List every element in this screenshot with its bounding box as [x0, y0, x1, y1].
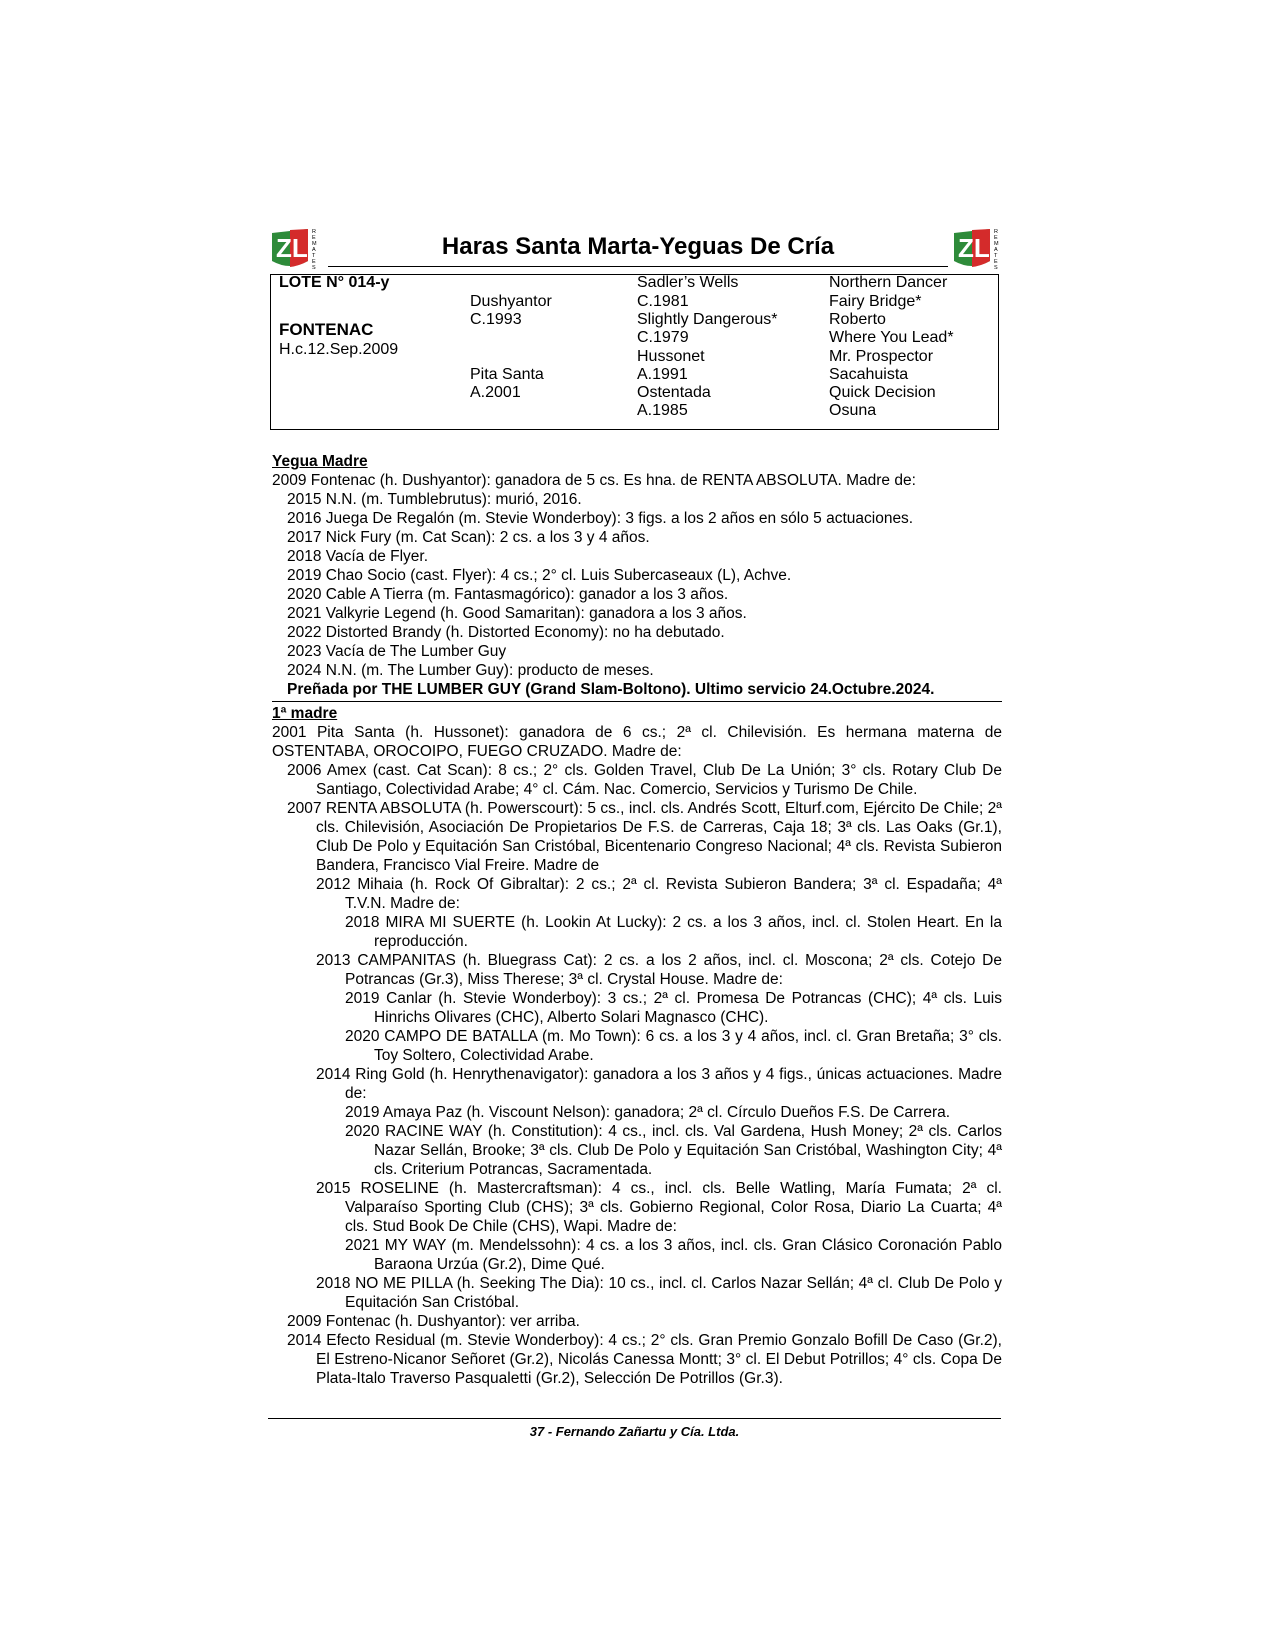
dam-name: Pita Santa — [470, 366, 544, 383]
produce-line: 2021 Valkyrie Legend (h. Good Samaritan): ganadora a los 3 años. — [287, 605, 747, 622]
pedigree-table — [270, 274, 999, 430]
svg-text:E: E — [312, 235, 316, 241]
grandsire-1: Sadler’s Wells — [637, 274, 739, 291]
page-title: Haras Santa Marta-Yeguas De Cría — [441, 233, 835, 260]
produce-entry: 2018 MIRA MI SUERTE (h. Lookin At Lucky): 2 cs. a los 3 años, incl. cl. Stolen Heart. En la reproducción. — [345, 914, 1002, 950]
grandsire-2-info: A.1991 — [637, 366, 688, 383]
ggs-2: Fairy Bridge* — [829, 293, 922, 310]
pregnancy-line: Preñada por THE LUMBER GUY (Grand Slam-Boltono). Ultimo servicio 24.Octubre.2024. — [287, 681, 935, 698]
svg-text:A: A — [994, 247, 998, 253]
ggs-4: Where You Lead* — [829, 329, 954, 346]
svg-text:ZL: ZL — [958, 233, 990, 263]
svg-text:S: S — [994, 265, 998, 271]
svg-text:T: T — [994, 253, 998, 259]
zl-logo-right — [950, 225, 1006, 273]
sire-info: C.1993 — [470, 311, 522, 328]
yegua-madre-intro: 2009 Fontenac (h. Dushyantor): ganadora de 5 cs. Es hna. de RENTA ABSOLUTA. Madre de: — [272, 472, 916, 489]
footer-rule — [268, 1418, 1001, 1419]
produce-entry: 2015 ROSELINE (h. Mastercraftsman): 4 cs., incl. cls. Belle Watling, María Fumata; 2ª cl. Valparaíso Sporting Club (CHS); 3ª cls. Gobierno Regional, Color Rosa, Diario La Cuarta; 4ª cls. Stud Book De Chile (CHS), Wapi. Madre de: — [316, 1180, 1002, 1235]
grandsire-2: Hussonet — [637, 348, 705, 365]
produce-entry: 2006 Amex (cast. Cat Scan): 8 cs.; 2° cls. Golden Travel, Club De La Unión; 3° cls. Rotary Club De Santiago, Colectividad Arabe; 4° cl. Cám. Nac. Comercio, Servicios y Turismo De Chile. — [287, 762, 1002, 798]
granddam-2: Ostentada — [637, 384, 711, 401]
produce-line: 2022 Distorted Brandy (h. Distorted Economy): no ha debutado. — [287, 624, 725, 641]
section-divider — [272, 701, 1002, 702]
title-rule — [328, 266, 948, 267]
horse-name: FONTENAC — [279, 320, 374, 339]
produce-entry: 2018 NO ME PILLA (h. Seeking The Dia): 10 cs., incl. cl. Carlos Nazar Sellán; 4ª cl. Club De Polo y Equitación San Cristóbal. — [316, 1275, 1002, 1311]
ggs-3: Roberto — [829, 311, 886, 328]
granddam-2-info: A.1985 — [637, 402, 688, 419]
svg-text:ZL: ZL — [276, 233, 308, 263]
ggs-8: Osuna — [829, 402, 877, 419]
svg-text:R: R — [994, 229, 998, 235]
catalog-body — [272, 452, 1002, 1388]
produce-entry: 2014 Efecto Residual (m. Stevie Wonderboy): 4 cs.; 2° cls. Gran Premio Gonzalo Bofill De Caso (Gr.2), El Estreno-Nicanor Señoret (Gr.2), Nicolás Canessa Montt; 3° cl. El Debut Potrillos; 4° cls. Copa De Plata-Italo Traverso Pasqualetti (Gr.2), Selección De Potrillos (Gr.3). — [287, 1332, 1002, 1387]
ggs-1: Northern Dancer — [829, 274, 948, 291]
primera-madre-paragraph: 2001 Pita Santa (h. Hussonet): ganadora de 6 cs.; 2ª cl. Chilevisión. Es hermana materna de OSTENTABA, OROCOIPO, FUEGO CRUZADO. Madre de: — [272, 724, 1002, 760]
produce-entry: 2019 Amaya Paz (h. Viscount Nelson): ganadora; 2ª cl. Círculo Dueños F.S. De Carrera. — [345, 1104, 951, 1121]
section-heading-yegua-madre: Yegua Madre — [272, 453, 368, 470]
svg-text:R: R — [312, 229, 316, 235]
page-footer: 37 - Fernando Zañartu y Cía. Ltda. — [529, 1424, 740, 1439]
produce-line: 2017 Nick Fury (m. Cat Scan): 2 cs. a los 3 y 4 años. — [287, 529, 650, 546]
produce-entry: 2007 RENTA ABSOLUTA (h. Powerscourt): 5 cs., incl. cls. Andrés Scott, Elturf.com, Ejército De Chile; 2ª cls. Chilevisión, Asociación De Propietarios De F.S. de Carreras, Caja 18; 3ª cls. Las Oaks (Gr.1), Club De Polo y Equitación San Cristóbal, Bicentenario Congreso Nacional; 4ª cls. Revista Subieron Bandera, Francisco Vial Freire. Madre de — [287, 800, 1002, 874]
produce-line: 2018 Vacía de Flyer. — [287, 548, 429, 565]
produce-entry: 2013 CAMPANITAS (h. Bluegrass Cat): 2 cs. a los 2 años, incl. cl. Moscona; 2ª cls. Cotejo De Potrancas (Gr.3), Miss Therese; 3ª cl. Crystal House. Madre de: — [316, 952, 1002, 988]
produce-line: 2019 Chao Socio (cast. Flyer): 4 cs.; 2° cl. Luis Subercaseaux (L), Achve. — [287, 567, 792, 584]
svg-text:T: T — [312, 253, 316, 259]
lot-number: LOTE N° 014-y — [279, 274, 390, 291]
produce-line: 2016 Juega De Regalón (m. Stevie Wonderboy): 3 figs. a los 2 años en sólo 5 actuaciones. — [287, 510, 914, 527]
granddam-1-info: C.1979 — [637, 329, 689, 346]
svg-text:M: M — [994, 241, 999, 247]
svg-text:M: M — [312, 241, 317, 247]
horse-info: H.c.12.Sep.2009 — [279, 341, 399, 358]
produce-line: 2024 N.N. (m. The Lumber Guy): producto de meses. — [287, 662, 654, 679]
svg-text:E: E — [994, 259, 998, 265]
svg-text:E: E — [994, 235, 998, 241]
produce-line: 2015 N.N. (m. Tumblebrutus): murió, 2016. — [287, 491, 582, 508]
svg-text:S: S — [312, 265, 316, 271]
granddam-1: Slightly Dangerous* — [637, 311, 778, 328]
ggs-6: Sacahuista — [829, 366, 909, 383]
produce-entry: 2012 Mihaia (h. Rock Of Gibraltar): 2 cs.; 2ª cl. Revista Subieron Bandera; 3ª cl. Espadaña; 4ª T.V.N. Madre de: — [316, 876, 1002, 912]
produce-entry: 2009 Fontenac (h. Dushyantor): ver arriba. — [287, 1313, 580, 1330]
section-heading-primera-madre: 1ª madre — [272, 705, 338, 722]
zl-logo-left — [268, 225, 324, 273]
sire-name: Dushyantor — [470, 293, 552, 310]
dam-info: A.2001 — [470, 384, 521, 401]
svg-text:A: A — [312, 247, 316, 253]
ggs-5: Mr. Prospector — [829, 348, 934, 365]
produce-entry: 2020 RACINE WAY (h. Constitution): 4 cs., incl. cls. Val Gardena, Hush Money; 2ª cls. Carlos Nazar Sellán, Brooke; 3ª cls. Club De Polo y Equitación San Cristóbal, Washington City; 4ª cls. Criterium Potrancas, Sacramentada. — [345, 1123, 1002, 1178]
produce-entry: 2020 CAMPO DE BATALLA (m. Mo Town): 6 cs. a los 3 y 4 años, incl. cl. Gran Bretaña; 3° cls. Toy Soltero, Colectividad Arabe. — [345, 1028, 1002, 1064]
ggs-7: Quick Decision — [829, 384, 936, 401]
produce-entry: 2014 Ring Gold (h. Henrythenavigator): ganadora a los 3 años y 4 figs., únicas actuaciones. Madre de: — [316, 1066, 1002, 1102]
produce-entry: 2019 Canlar (h. Stevie Wonderboy): 3 cs.; 2ª cl. Promesa De Potrancas (CHC); 4ª cls. Luis Hinrichs Olivares (CHC), Alberto Solari Magnasco (CHC). — [345, 990, 1002, 1026]
produce-entry: 2021 MY WAY (m. Mendelssohn): 4 cs. a los 3 años, incl. cls. Gran Clásico Coronación Pablo Baraona Urzúa (Gr.2), Dime Qué. — [345, 1237, 1002, 1273]
produce-line: 2023 Vacía de The Lumber Guy — [287, 643, 507, 660]
produce-line: 2020 Cable A Tierra (m. Fantasmagórico): ganador a los 3 años. — [287, 586, 729, 603]
grandsire-1-info: C.1981 — [637, 293, 689, 310]
svg-text:E: E — [312, 259, 316, 265]
